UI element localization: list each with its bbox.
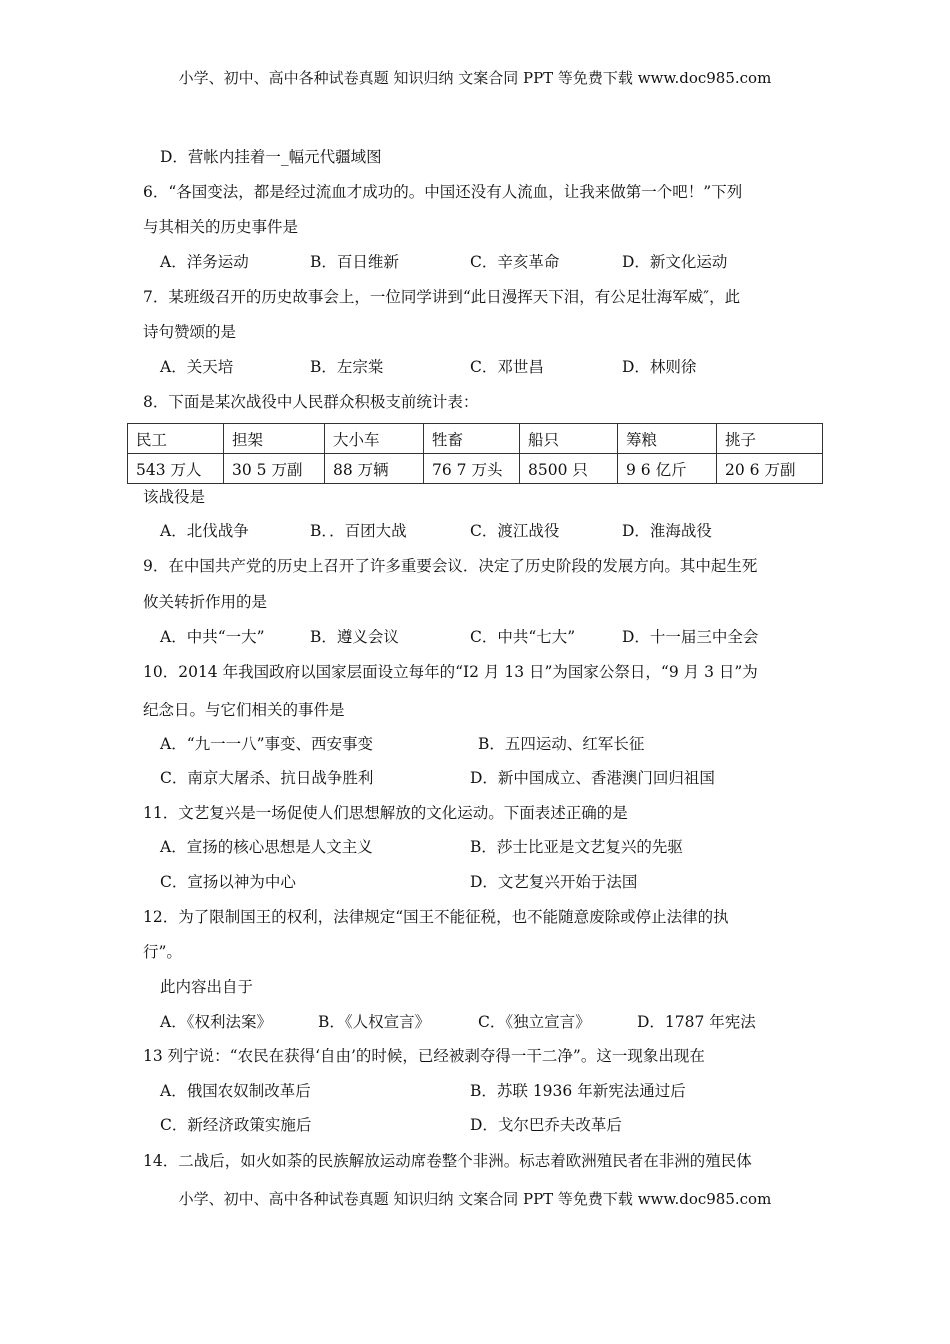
page-footer: 小学、初中、高中各种试卷真题 知识归纳 文案合同 PPT 等免费下载 www.doc985.com [178,1190,772,1208]
table-header-row [128,424,823,454]
table-cell: 30 5 万副 [224,454,325,484]
q12-option-b: B．《人权宣言》 [318,1013,431,1031]
table-header-cell: 民工 [128,424,224,454]
q8-stem: 8．下面是某次战役中人民群众积极支前统计表： [143,393,479,411]
table-header-cell: 挑子 [717,424,823,454]
q6-option-d: D．新文化运动 [622,253,728,271]
q7-stem-cont: 诗句赞颂的是 [143,323,237,341]
q11-option-b: B．莎士比亚是文艺复兴的先驱 [470,838,683,856]
q13-stem: 13 列宁说：“农民在获得‘自由’的时候，已经被剥夺得一干二净”。这一现象出现在 [143,1047,705,1065]
q12-stem-cont: 行”。 [143,943,182,961]
support-statistics-table [127,423,823,484]
q9-stem-cont: 攸关转折作用的是 [143,593,268,611]
q13-option-d: D．戈尔巴乔夫改革后 [470,1116,622,1134]
q8-option-d: D．淮海战役 [622,522,712,540]
q6-option-b: B．百日维新 [310,253,399,271]
q14-stem: 14．二战后，如火如荼的民族解放运动席卷整个非洲。标志着欧洲殖民者在非洲的殖民体 [143,1152,752,1170]
q9-option-d: D．十一届三中全会 [622,628,759,646]
q7-option-d: D．林则徐 [622,358,697,376]
table-header-cell: 大小车 [325,424,424,454]
q11-option-c: C．宣扬以神为中心 [160,873,296,891]
q13-option-c: C．新经济政策实施后 [160,1116,312,1134]
q6-option-c: C．辛亥革命 [470,253,560,271]
q10-stem-cont: 纪念日。与它们相关的事件是 [143,701,345,719]
q12-stem: 12．为了限制国王的权利，法律规定“国王不能征税，也不能随意废除或停止法律的执 [143,908,729,926]
q6-stem: 6．“各国变法，都是经过流血才成功的。中国还没有人流血，让我来做第一个吧！”下列 [143,183,743,201]
q8-stem-cont: 该战役是 [143,488,206,506]
q7-stem: 7．某班级召开的历史故事会上，一位同学讲到“此日漫挥天下泪，有公足壮海军威″，此 [143,288,741,306]
q9-option-a: A．中共“一大” [160,628,265,646]
q10-option-b: B．五四运动、红军长征 [478,735,645,753]
q11-stem: 11．文艺复兴是一场促使人们思想解放的文化运动。下面表述正确的是 [143,804,628,822]
table-header-cell: 筹粮 [618,424,717,454]
q12-option-c: C．《独立宣言》 [478,1013,591,1031]
table-row [128,454,823,484]
table-cell: 543 万人 [128,454,224,484]
q11-option-a: A．宣扬的核心思想是人文主义 [160,838,373,856]
q13-option-a: A．俄国农奴制改革后 [160,1082,311,1100]
q8-option-c: C．渡江战役 [470,522,560,540]
q7-option-a: A．关天培 [160,358,234,376]
q12-stem-source: 此内容出自于 [160,978,254,996]
table-cell: 20 6 万副 [717,454,823,484]
q10-option-d: D．新中国成立、香港澳门回归祖国 [470,769,715,787]
table-cell: 9 6 亿斤 [618,454,717,484]
q12-option-a: A．《权利法案》 [160,1013,272,1031]
table-header-cell: 担架 [224,424,325,454]
table-cell: 88 万辆 [325,454,424,484]
q7-option-b: B．左宗棠 [310,358,384,376]
q11-option-d: D．文艺复兴开始于法国 [470,873,638,891]
q12-option-d: D．1787 年宪法 [637,1013,756,1031]
q10-option-c: C．南京大屠杀、抗日战争胜利 [160,769,374,787]
q6-option-a: A．洋务运动 [160,253,249,271]
table-cell: 8500 只 [520,454,618,484]
q9-option-c: C．中共“七大” [470,628,576,646]
q7-option-c: C．邓世昌 [470,358,544,376]
q9-stem: 9．在中国共产党的历史上召开了许多重要会议．决定了历史阶段的发展方向。其中起生死 [143,557,758,575]
table-header-cell: 船只 [520,424,618,454]
q6-stem-cont: 与其相关的历史事件是 [143,218,299,236]
q8-option-a: A．北伐战争 [160,522,249,540]
page-header: 小学、初中、高中各种试卷真题 知识归纳 文案合同 PPT 等免费下载 www.doc985.com [178,69,772,87]
table-header-cell: 牲畜 [424,424,520,454]
q9-option-b: B．遵义会议 [310,628,399,646]
q13-option-b: B．苏联 1936 年新宪法通过后 [470,1082,686,1100]
q10-option-a: A．“九一一八”事变、西安事变 [160,735,374,753]
q8-option-b: B．．百团大战 [310,522,407,540]
q10-stem: 10．2014 年我国政府以国家层面设立每年的“I2 月 13 日”为国家公祭日，“9 月 3 日”为 [143,663,758,681]
table-cell: 76 7 万头 [424,454,520,484]
q5-option-d: D．营帐内挂着一_幅元代疆域图 [160,148,382,166]
